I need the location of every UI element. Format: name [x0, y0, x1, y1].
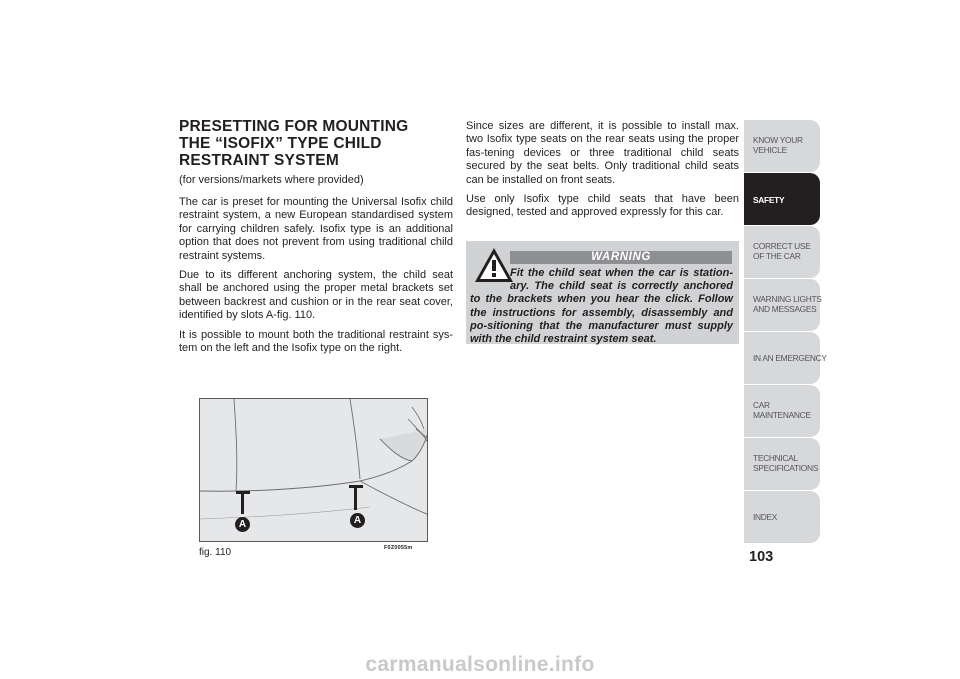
isofix-figure	[199, 398, 428, 542]
body-paragraph: It is possible to mount both the traditional restraint sys-tem on the left and the Isofix type on the right.	[179, 328, 453, 355]
figure-caption: fig. 110	[199, 547, 232, 558]
warning-box	[466, 241, 739, 344]
tab-know-your-vehicle[interactable]	[744, 120, 820, 172]
heading-line: RESTRAINT SYSTEM	[179, 152, 339, 169]
marker-a-left: A	[235, 517, 250, 532]
tab-in-an-emergency[interactable]	[744, 332, 827, 384]
body-paragraph: Since sizes are different, it is possible to install max. two Isofix type seats on the rear seats using the proper fas-tening devices or three traditional child seats secured by the seat belts. Only traditional child seats can be installed on front seats.	[466, 120, 739, 186]
section-heading	[179, 118, 453, 169]
left-column	[179, 118, 453, 361]
tab-technical-specifications[interactable]	[744, 438, 820, 490]
tab-label-line: OF THE CAR	[753, 251, 801, 261]
tab-car-maintenance[interactable]	[744, 385, 820, 437]
tab-label-line: KNOW YOUR	[753, 135, 803, 145]
right-column	[466, 120, 739, 226]
body-paragraph: The car is preset for mounting the Universal Isofix child restraint system, a new European standardised system for carrying children safely. Isofix type is an additional option that does not prevent from using traditional child restraint systems.	[179, 196, 453, 262]
warning-label: WARNING	[510, 251, 732, 264]
heading-line: PRESETTING FOR MOUNTING	[179, 118, 409, 135]
tab-label-line: MAINTENANCE	[753, 410, 811, 420]
tab-label-line: IN AN EMERGENCY	[753, 353, 827, 363]
tab-label-line: INDEX	[753, 512, 778, 522]
page-number: 103	[749, 549, 774, 565]
isofix-bracket-right-icon	[200, 399, 428, 542]
heading-line: THE “ISOFIX” TYPE CHILD	[179, 135, 382, 152]
body-paragraph: Use only Isofix type child seats that have been designed, tested and approved expressly for this car.	[466, 193, 739, 219]
marker-a-right: A	[350, 513, 365, 528]
tab-label-line: CORRECT USE	[753, 241, 811, 251]
tab-label-line: VEHICLE	[753, 145, 787, 155]
tab-label-line: WARNING LIGHTS	[753, 294, 822, 304]
tab-label-line: SPECIFICATIONS	[753, 463, 818, 473]
tab-label-line: TECHNICAL	[753, 453, 798, 463]
watermark: carmanualsonline.info	[365, 653, 595, 676]
tab-warning-lights[interactable]	[744, 279, 820, 331]
tab-index[interactable]	[744, 491, 820, 543]
figure-code: F0Z0055m	[384, 545, 413, 551]
tab-label-line: AND MESSAGES	[753, 304, 817, 314]
tab-label-line: SAFETY	[753, 195, 785, 205]
tab-safety[interactable]	[744, 173, 820, 225]
tab-correct-use[interactable]	[744, 226, 820, 278]
tab-label-line: CAR	[753, 400, 770, 410]
warning-text: Fit the child seat when the car is station-ary. The child seat is correctly anchored to the brackets when you hear the click. Follow the instructions for assembly, disassembly and po-sitioning that the manufacturer must supply with the child restraint system seat.	[470, 267, 733, 346]
availability-note: (for versions/markets where provided)	[179, 174, 364, 186]
body-paragraph: Due to its different anchoring system, the child seat shall be anchored using the proper metal brackets set between backrest and cushion or in the rear seat cover, identified by slots A-fig. 110.	[179, 269, 453, 322]
